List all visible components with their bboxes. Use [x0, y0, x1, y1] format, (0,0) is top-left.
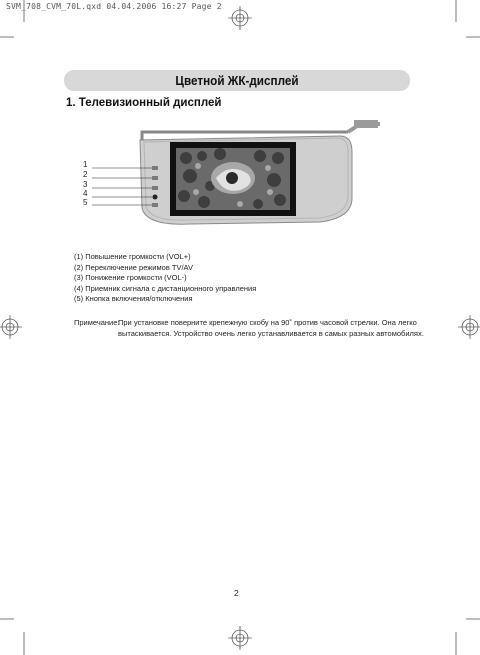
callout-2: 2: [83, 170, 88, 179]
callout-5: 5: [83, 198, 88, 207]
callout-1: 1: [83, 160, 88, 169]
list-item: (5) Кнопка включения/отключения: [74, 294, 193, 304]
screen-image-eye: [226, 172, 238, 184]
feature-list: [74, 252, 256, 305]
button-power: [152, 203, 158, 207]
list-item: (1) Повышение громкости (VOL+): [74, 252, 191, 261]
visor-illustration: [80, 118, 400, 248]
button-tv-av: [152, 176, 158, 180]
registration-mark-top: [228, 6, 252, 30]
note-label: Примечание:: [74, 318, 120, 327]
file-slug: SVM_708_CVM_70L.qxd 04.04.2006 16:27 Page 2: [6, 2, 222, 11]
section-heading: 1. Телевизионный дисплей: [66, 97, 222, 109]
registration-mark-bottom: [228, 626, 252, 650]
ir-receiver: [153, 195, 158, 200]
page-number: 2: [234, 588, 239, 598]
visor-clip: [354, 120, 378, 128]
callout-4: 4: [83, 189, 88, 198]
registration-mark-right: [458, 315, 480, 339]
list-item: (3) Понижение громкости (VOL-): [74, 273, 187, 283]
note-text: При установке поверните крепежную скобу на 90˚ против часовой стрелки. Она легко: [118, 318, 417, 327]
button-vol-up: [152, 166, 158, 170]
visor-drawing: [80, 118, 400, 248]
list-item: (2) Переключение режимов TV/AV: [74, 262, 193, 272]
page-title: Цветной ЖК-дисплей: [175, 73, 299, 88]
list-item: (4) Приемник сигнала с дистанционного управления: [74, 283, 257, 293]
title-bar: [64, 70, 410, 91]
note-text: вытаскивается. Устройство очень легко устанавливается в самых разных автомобилях.: [118, 329, 424, 338]
callout-3: 3: [83, 180, 88, 189]
registration-mark-left: [0, 315, 22, 339]
button-vol-down: [152, 186, 158, 190]
